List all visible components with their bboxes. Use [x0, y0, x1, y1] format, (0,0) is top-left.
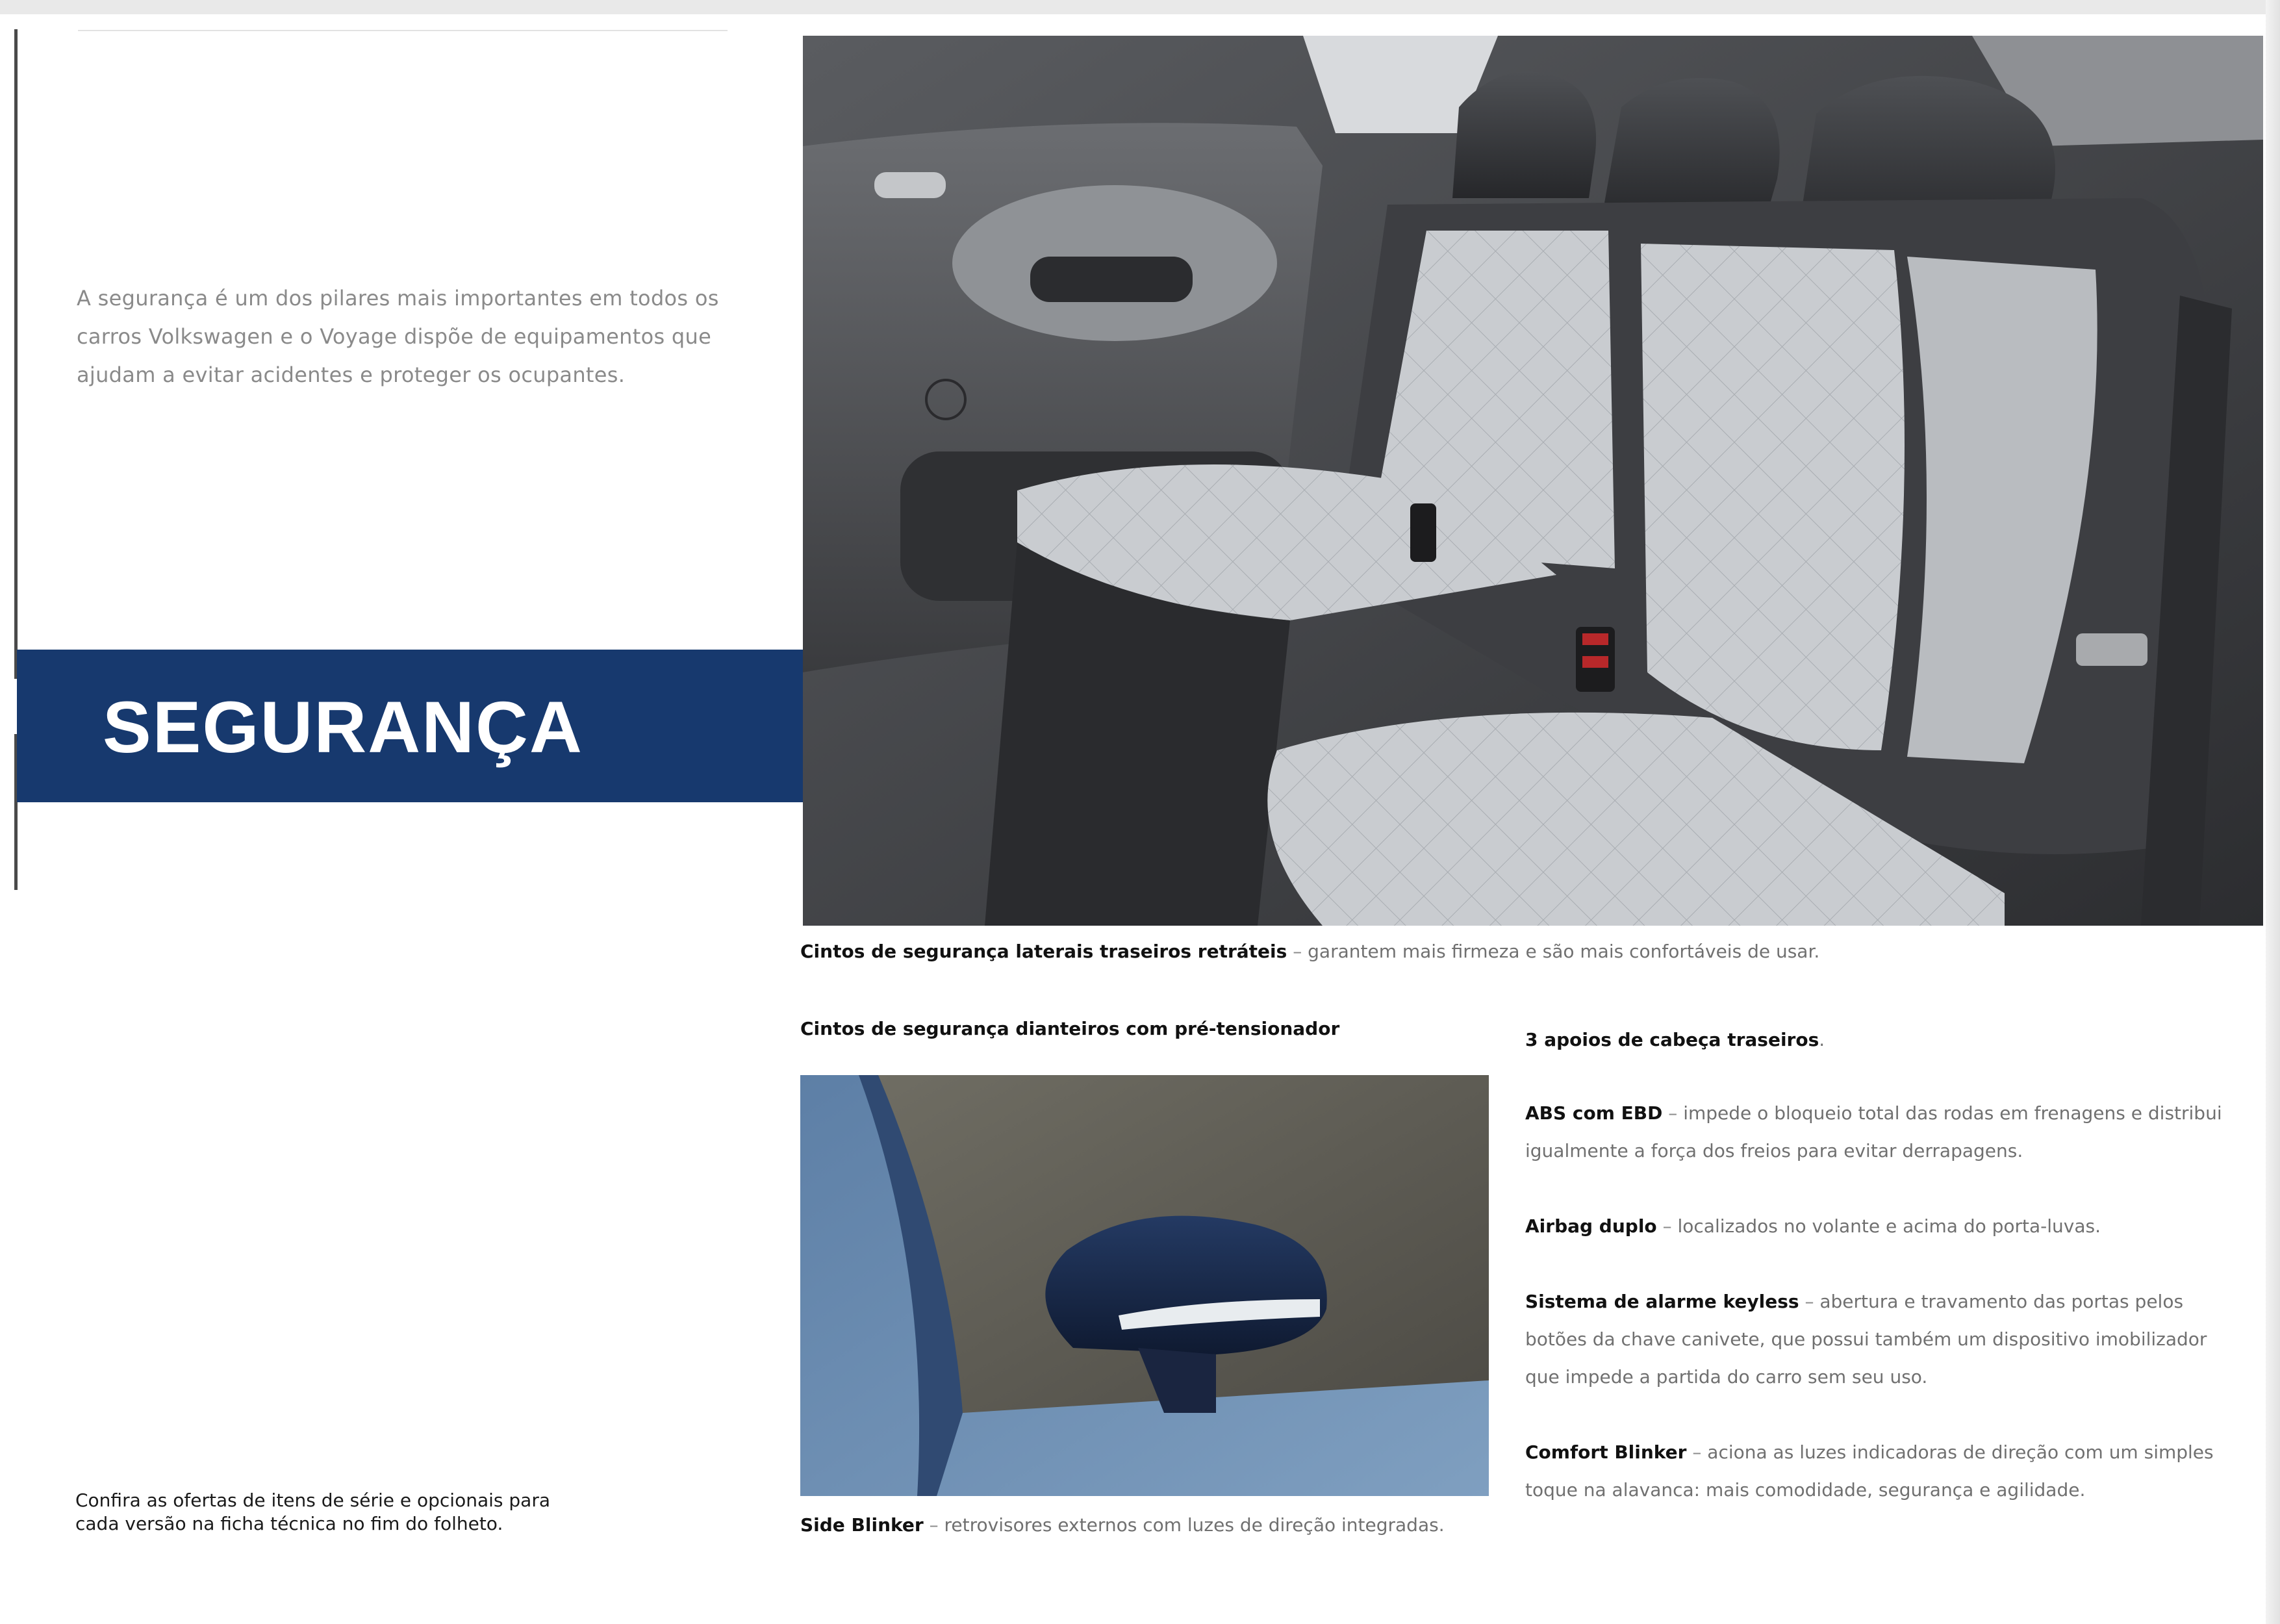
caption-side-blinker: [800, 1513, 1445, 1538]
feature-dash: –: [1686, 1441, 1708, 1463]
feature-name: 3 apoios de cabeça traseiros: [1525, 1029, 1819, 1050]
feature-description: localizados no volante e acima do porta-luvas.: [1677, 1215, 2101, 1237]
footnote-line: Confira as ofertas de itens de série e opcionais para: [75, 1490, 550, 1511]
caption-text: retrovisores externos com luzes de direção integradas.: [944, 1514, 1445, 1536]
caption-bold: Cintos de segurança laterais traseiros retráteis: [800, 941, 1287, 962]
feature-name: ABS com EBD: [1525, 1102, 1663, 1124]
feature-name: Airbag duplo: [1525, 1215, 1657, 1237]
footnote-line: cada versão na ficha técnica no fim do folheto.: [75, 1513, 503, 1534]
caption-bold: Side Blinker: [800, 1514, 924, 1536]
feature-item: [1525, 1208, 2240, 1245]
feature-item: [1525, 1021, 2240, 1059]
feature-description: abertura e travamento das portas pelos botões da chave canivete, que possui também um dispositivo imobilizador que impede a partida do carro sem seu uso.: [1525, 1291, 2207, 1388]
intro-line: carros Volkswagen e o Voyage dispõe de equipamentos que: [77, 324, 712, 349]
feature-description: .: [1819, 1029, 1825, 1050]
feature-list: [1525, 1021, 2240, 1547]
binding-edge: [14, 29, 18, 679]
section-title: SEGURANÇA: [103, 687, 583, 768]
top-divider: [78, 30, 728, 31]
intro-line: A segurança é um dos pilares mais importantes em todos os: [77, 286, 719, 311]
rear-seat-photo: [803, 36, 2263, 926]
feature-dash: –: [1656, 1215, 1678, 1237]
intro-line: ajudam a evitar acidentes e proteger os ocupantes.: [77, 362, 626, 387]
caption-text: garantem mais firmeza e são mais confortáveis de usar.: [1308, 941, 1820, 962]
caption-front-seat-belts: Cintos de segurança dianteiros com pré-tensionador: [800, 1018, 1340, 1039]
scan-edge-right: [2266, 0, 2280, 1624]
feature-item: [1525, 1283, 2240, 1396]
feature-item: [1525, 1095, 2240, 1170]
feature-description: impede o bloqueio total das rodas em frenagens e distribui igualmente a força dos freios para evitar derrapagens.: [1525, 1102, 2222, 1161]
caption-dash: –: [923, 1514, 944, 1536]
intro-paragraph: [77, 279, 726, 394]
feature-description: aciona as luzes indicadoras de direção com um simples toque na alavanca: mais comodidade, segurança e agilidade.: [1525, 1441, 2214, 1501]
caption-dash: –: [1287, 941, 1308, 962]
scan-edge-top: [0, 0, 2280, 14]
feature-dash: –: [1662, 1102, 1684, 1124]
caption-rear-seat-belts: [800, 939, 1819, 964]
feature-name: Sistema de alarme keyless: [1525, 1291, 1799, 1312]
feature-dash: –: [1799, 1291, 1820, 1312]
feature-name: Comfort Blinker: [1525, 1441, 1687, 1463]
feature-item: [1525, 1434, 2240, 1509]
footnote: [75, 1489, 569, 1536]
side-mirror-photo: [800, 1075, 1489, 1496]
